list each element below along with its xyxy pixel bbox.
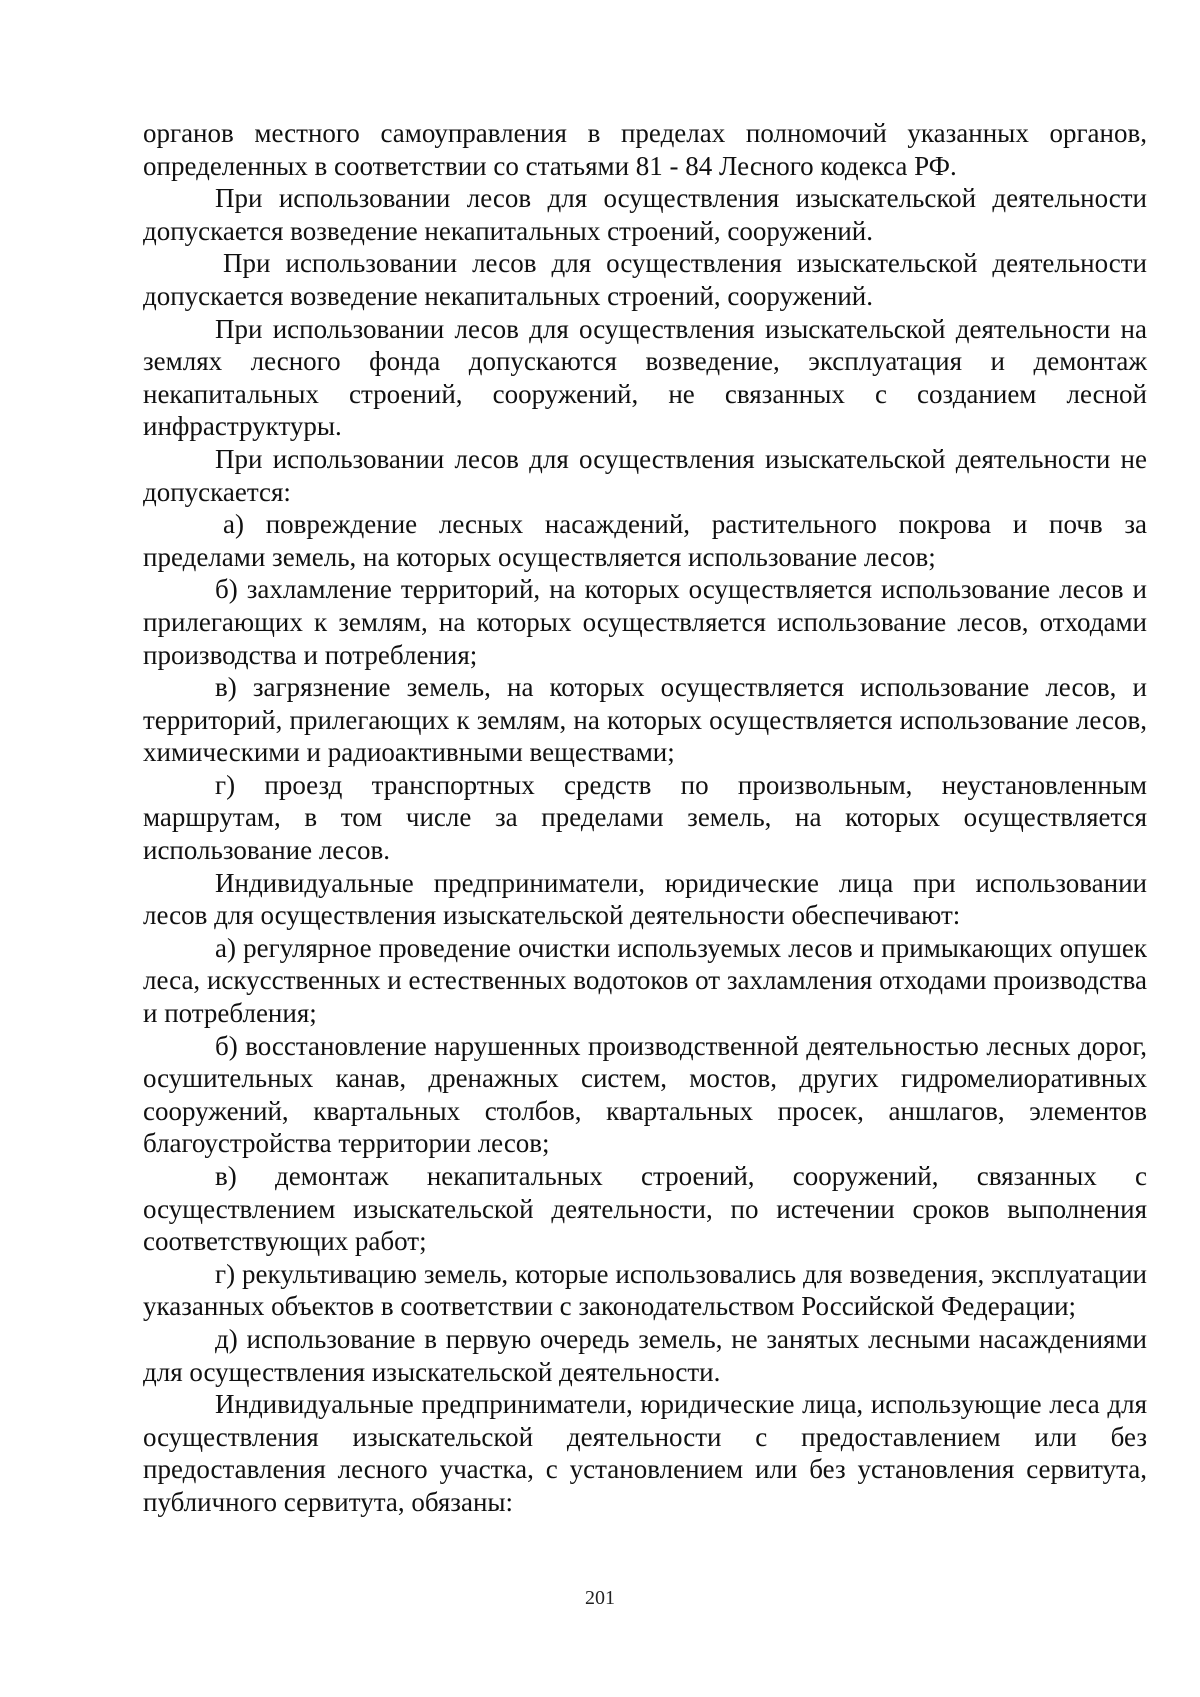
- paragraph-construction-allowed-repeat: При использовании лесов для осуществления изыскательской деятельности допускается возведение некапитальных строений, сооружений.: [143, 248, 1147, 311]
- paragraph-construction-allowed: При использовании лесов для осуществления изыскательской деятельности допускается возведение некапитальных строений, сооружений.: [143, 183, 1147, 246]
- document-body: [143, 117, 1147, 1519]
- list-item-prohibited-d: г) проезд транспортных средств по произвольным, неустановленным маршрутам, в том числе за пределами земель, на которых осуществляется использование лесов.: [143, 769, 1147, 866]
- list-item-obligation-d: г) рекультивацию земель, которые использовались для возведения, эксплуатации указанных объектов в соответствии с законодательством Российской Федерации;: [143, 1258, 1147, 1322]
- list-item-obligation-a: а) регулярное проведение очистки используемых лесов и примыкающих опушек леса, искусственных и естественных водотоков от захламления отходами производства и потребления;: [143, 932, 1147, 1029]
- paragraph-forest-fund-lands: При использовании лесов для осуществления изыскательской деятельности на землях лесного фонда допускаются возведение, эксплуатация и демонтаж некапитальных строений, сооружений, не связанных с созданием лесной инфраструктуры.: [143, 313, 1147, 442]
- paragraph-continuation: органов местного самоуправления в пределах полномочий указанных органов, определенных в соответствии со статьями 81 - 84 Лесного кодекса РФ.: [143, 118, 1147, 181]
- paragraph-obligations-intro: Индивидуальные предприниматели, юридические лица при использовании лесов для осуществления изыскательской деятельности обеспечивают:: [143, 867, 1147, 931]
- list-item-prohibited-c: в) загрязнение земель, на которых осуществляется использование лесов, и территорий, прилегающих к землям, на которых осуществляется использование лесов, химическими и радиоактивными веществами;: [143, 672, 1147, 768]
- page-number: 201: [585, 1587, 615, 1609]
- list-item-obligation-e: д) использование в первую очередь земель, не занятых лесными насаждениями для осуществления изыскательской деятельности.: [143, 1323, 1147, 1387]
- list-item-obligation-c: в) демонтаж некапитальных строений, сооружений, связанных с осуществлением изыскательской деятельности, по истечении сроков выполнения соответствующих работ;: [143, 1161, 1147, 1257]
- list-item-obligation-b: б) восстановление нарушенных производственной деятельностью лесных дорог, осушительных канав, дренажных систем, мостов, других гидромелиоративных сооружений, квартальных столбов, квартальных просек, аншлагов, элементов благоустройства территории лесов;: [143, 1030, 1147, 1159]
- paragraph-not-allowed-intro: При использовании лесов для осуществления изыскательской деятельности не допускается:: [143, 443, 1147, 507]
- list-item-prohibited-a: а) повреждение лесных насаждений, растительного покрова и почв за пределами земель, на которых осуществляется использование лесов;: [143, 509, 1147, 572]
- paragraph-duties-intro: Индивидуальные предприниматели, юридические лица, использующие леса для осуществления изыскательской деятельности с предоставлением или без предоставления лесного участка, с установлением или без установления сервитута, публичного сервитута, обязаны:: [143, 1389, 1147, 1517]
- list-item-prohibited-b: б) захламление территорий, на которых осуществляется использование лесов и прилегающих к землям, на которых осуществляется использование лесов, отходами производства и потребления;: [143, 574, 1147, 670]
